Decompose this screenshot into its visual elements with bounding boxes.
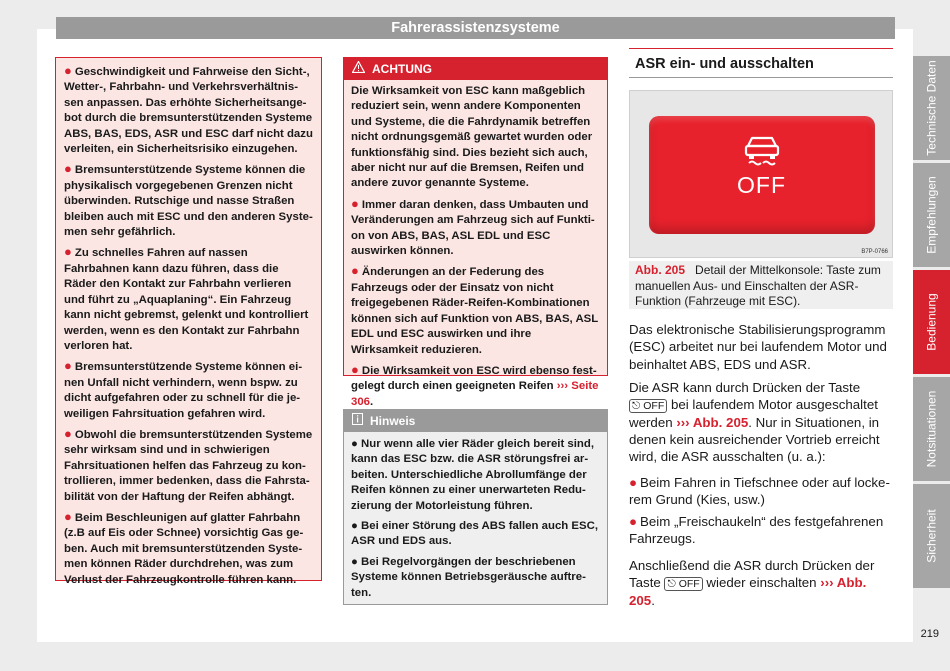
asr-key-icon: ⎋ OFF [664,577,702,591]
list-item: ● Beim Fahren in Tiefschnee oder auf lockerem Grund (Kies, usw.) [629,475,890,508]
asr-off-button-image [649,116,875,234]
asr-heading: ASR ein- und ausschalten [629,48,893,78]
warning-bullet: ● Geschwindigkeit und Fahrweise den Sicht-, Wetter-, Fahrbahn- und Verkehrsverhältnissen anpassen. Das erhöhte Sicherheitsangebot durch die bremsunterstützenden Systeme ABS, BAS, EDS, ASR und ESC darf nicht dazu verleiten, ein Sicherheitsrisiko einzugehen. [64,63,313,156]
tab-technische-daten[interactable]: Technische Daten [913,56,950,160]
warning-bullet: ● Bremsunterstützende Systeme können einen Unfall nicht verhindern, wenn bspw. zu dicht aufgefahren oder zu schnell für die jeweiligen Fahrsituation gefahren wird. [64,358,303,420]
figure-caption: Abb. 205 Detail der Mittelkonsole: Taste zum manuellen Aus- und Einschalten der ASR-Funktion (Fahrzeuge mit ESC). [629,261,893,309]
achtung-title: ACHTUNG [372,62,432,76]
asr-paragraph-3: Anschließend die ASR durch Drücken der Taste ⎋ OFF wieder einschalten ››› Abb. 205. [629,558,875,608]
figure-reference-link[interactable]: ››› Abb. 205 [676,414,749,430]
hinweis-bullet: ● Bei Regelvorgängen der beschriebenen Systeme können Betriebsgeräusche auftreten. [351,555,586,599]
asr-paragraph-2: Die ASR kann durch Drücken der Taste ⎋ OFF bei laufendem Motor ausgeschaltet werden ››› Abb. 205. Nur in Situationen, in denen kein ausreichender Vortrieb erreicht wird, die ASR ausschalten (u. a.): [629,380,880,465]
tab-sicherheit[interactable]: Sicherheit [913,484,950,588]
list-item: ● Beim „Freischaukeln“ des festgefahrenen Fahrzeugs. [629,513,884,546]
achtung-bullet: ● Immer daran denken, dass Umbauten und Veränderungen am Fahrzeug sich auf Funktion von ABS, BAS, ASL EDL und ESC auswirken können. [351,195,595,258]
achtung-intro: Die Wirksamkeit von ESC kann maßgeblich reduziert sein, wenn andere Komponenten und Systeme, die die Fahrdynamik betreffen nicht ordnungsgemäß gewartet wurden oder funktionsfähig sind. Dies bezieht sich auch, aber nicht nur auf die Bremsen, Reifen und andere zuvor genannte Systeme. [351,85,593,190]
section-title: Fahrerassistenzsysteme [56,17,895,39]
achtung-bullet: ● Die Wirksamkeit von ESC wird ebenso festgelegt durch einen geeigneten Reifen ››› Seite 306. [351,361,599,408]
page-number: 219 [920,628,939,640]
figure-code: B7P-0766 [861,249,888,255]
hinweis-box [343,409,608,605]
figure-reference-link[interactable]: ››› Abb. 205 [629,575,867,608]
warning-bullet: ● Beim Beschleunigen auf glatter Fahrbahn (z.B auf Eis oder Schnee) vorsichtig Gas geben. Auch mit bremsunterstützenden Systemen können Räder durchdrehen, was zum Verlust der Fahrzeugkontrolle führen kann. [64,508,304,586]
asr-bullet-list [629,474,893,547]
achtung-box [343,57,608,408]
asr-paragraph-1: Das elektronische Stabilisierungsprogramm (ESC) arbeitet nur bei laufendem Motor und beinhaltet ABS, EDS und ASR. [629,322,887,372]
asr-key-icon: ⎋ OFF [629,399,667,413]
page-reference-link[interactable]: ››› Seite 306 [351,380,599,408]
warning-bullet: ● Zu schnelles Fahren auf nassen Fahrbahnen kann dazu führen, dass die Räder den Kontakt zur Fahrbahn verlieren und führt zu „Aquaplaning“. Ein Fahrzeug kann nicht gebremst, gelenkt und kontrolliert werden, wenn es den Kontakt zur Fahrbahn verloren hat. [64,244,309,352]
hinweis-bullet: ● Bei einer Störung des ABS fallen auch ESC, ASR und EDS aus. [351,520,598,548]
achtung-header [344,58,607,80]
warning-bullet: ● Obwohl die bremsunterstützenden Systeme sehr wirksam sind und in schwierigen Fahrsituationen helfen das Fahrzeug zu kontrollieren, immer bedenken, dass die Fahrstabilität von der Haftung der Reifen abhängt. [64,425,313,503]
off-label: OFF [737,172,786,198]
tab-notsituationen[interactable]: Notsituationen [913,377,950,481]
hinweis-bullet: ● Nur wenn alle vier Räder gleich bereit sind, kann das ESC bzw. die ASR störungsfrei arbeiten. Unterschiedliche Abrollumfänge der Reifen können zu einer unerwarteten Reduzierung der Motorleistung führen. [351,438,594,512]
hinweis-title: Hinweis [370,414,416,428]
warning-box-col1 [55,57,322,586]
info-icon [352,410,363,432]
warning-triangle-icon [352,58,365,80]
hinweis-header [344,410,607,432]
warning-bullet: ● Bremsunterstützende Systeme können die physikalisch vorgegebenen Grenzen nicht überwinden. Rutschige und nasse Straßen bleiben auch mit ESC und den anderen Systemen sehr gefährlich. [64,161,313,239]
tab-bedienung[interactable]: Bedienung [913,270,950,374]
traction-control-icon [732,132,792,166]
figure-asr-button [629,90,893,258]
achtung-bullet: ● Änderungen an der Federung des Fahrzeugs oder der Einsatz von nicht freigegebenen Räder-Reifen-Kombinationen können sich auf Funktion von ABS, BAS, ASL EDL und ESC auswirken und ihre Wirksamkeit reduzieren. [351,263,599,356]
tab-empfehlungen[interactable]: Empfehlungen [913,163,950,267]
